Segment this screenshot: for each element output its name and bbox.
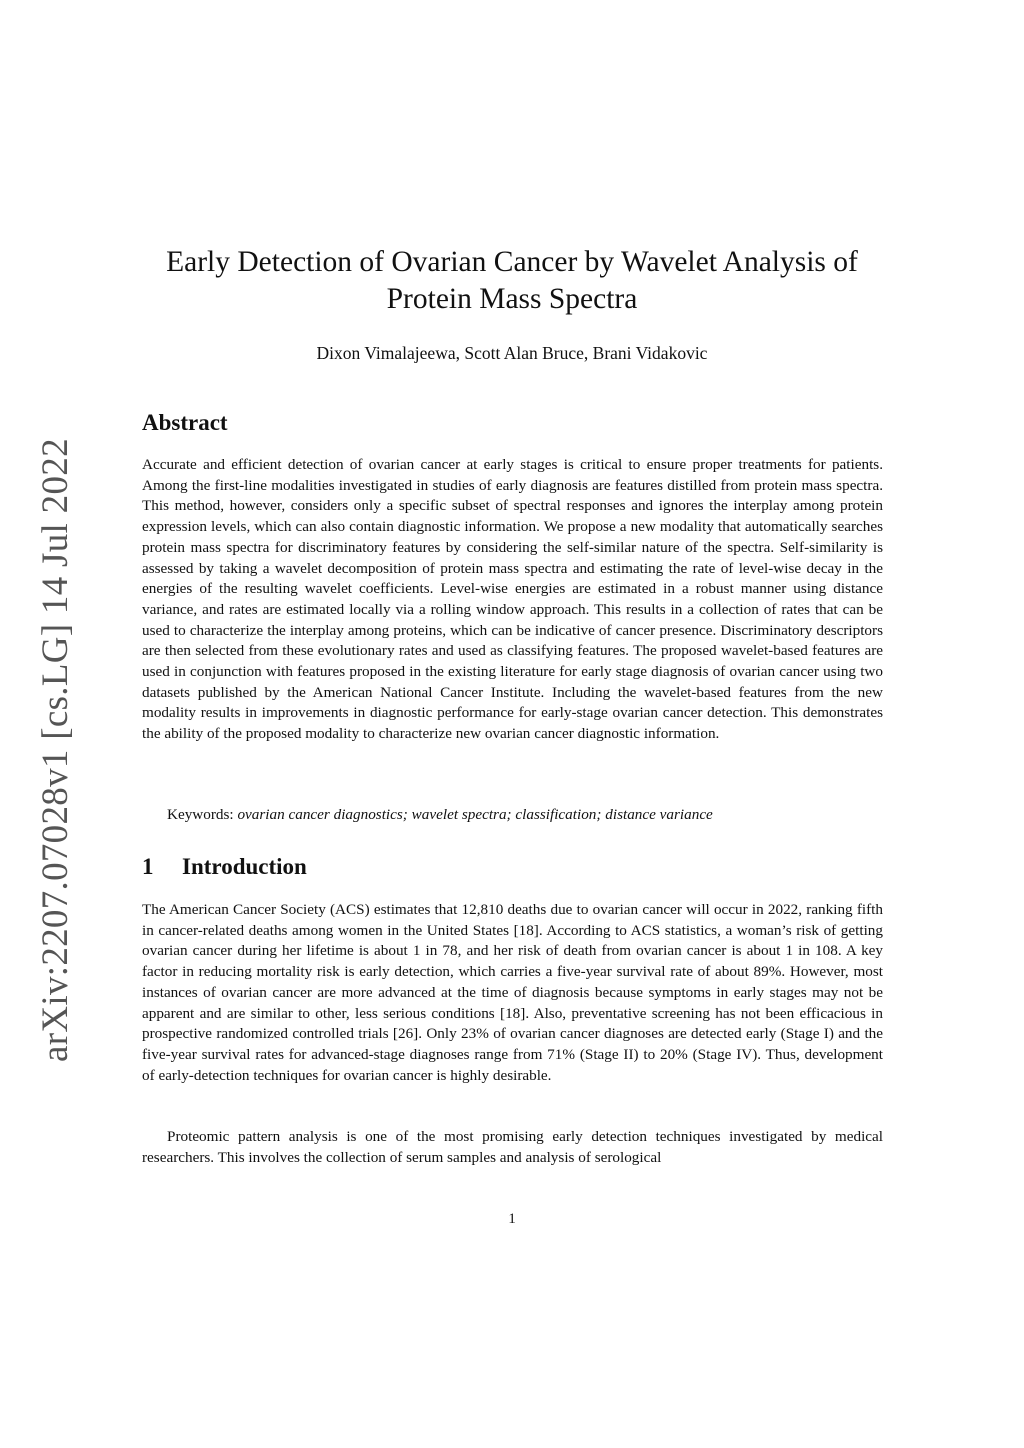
keywords-list: ovarian cancer diagnostics; wavelet spectra; classification; distance variance xyxy=(237,806,713,823)
arxiv-identifier: arXiv:2207.07028v1 [cs.LG] 14 Jul 2022 xyxy=(35,438,76,1062)
author-list: Dixon Vimalajeewa, Scott Alan Bruce, Brani Vidakovic xyxy=(316,343,708,363)
introduction-paragraph-1: The American Cancer Society (ACS) estimates that 12,810 deaths due to ovarian cancer will occur in 2022, ranking fifth in cancer-related deaths among women in the United States [18]. According to ACS statistics, a woman’s risk of getting ovarian cancer during her lifetime is about 1 in 78, and her risk of death from ovarian cancer is about 1 in 108. A key factor in reducing mortality risk is early detection, which carries a five-year survival rate of about 89%. However, most instances of ovarian cancer are more advanced at the time of diagnosis because symptoms in early stages may not be apparent and are similar to other, less serious conditions [18]. Also, preventative screening has not been efficacious in prospective randomized controlled trials [26]. Only 23% of ovarian cancer diagnoses are detected early (Stage I) and the five-year survival rates for advanced-stage diagnoses range from 71% (Stage II) to 20% (Stage IV). Thus, development of early-detection techniques for ovarian cancer is highly desirable. xyxy=(142,901,883,1084)
keywords xyxy=(142,805,883,826)
keywords-label: Keywords: xyxy=(167,806,234,823)
page-number: 1 xyxy=(508,1210,516,1227)
section-title: Introduction xyxy=(182,854,307,879)
paper-title xyxy=(142,244,882,318)
introduction-paragraph-2: Proteomic pattern analysis is one of the most promising early detection techniques investigated by medical researchers. This involves the collection of serum samples and analysis of serological xyxy=(142,1128,883,1166)
abstract-heading: Abstract xyxy=(142,410,228,435)
introduction-heading xyxy=(142,854,307,880)
title-line-1: Early Detection of Ovarian Cancer by Wavelet Analysis of xyxy=(166,246,858,278)
section-number: 1 xyxy=(142,854,154,879)
title-line-2: Protein Mass Spectra xyxy=(386,283,638,315)
abstract-text: Accurate and efficient detection of ovarian cancer at early stages is critical to ensure proper treatments for patients. Among the first-line modalities investigated in studies of early diagnosis are features distilled from protein mass spectra. This method, however, considers only a specific subset of spectral responses and ignores the interplay among protein expression levels, which can also contain diagnostic information. We propose a new modality that automatically searches protein mass spectra for discriminatory features by considering the self-similar nature of the spectra. Self-similarity is assessed by taking a wavelet decomposition of protein mass spectra and estimating the rate of level-wise decay in the energies of the resulting wavelet coefficients. Level-wise energies are estimated in a robust manner using distance variance, and rates are estimated locally via a rolling window approach. This results in a collection of rates that can be used to characterize the interplay among proteins, which can be indicative of cancer presence. Discriminatory descriptors are then selected from these evolutionary rates and used as classifying features. The proposed wavelet-based features are used in conjunction with features proposed in the existing literature for early stage diagnosis of ovarian cancer using two datasets published by the American National Cancer Institute. Including the wavelet-based features from the new modality results in improvements in diagnostic performance for early-stage ovarian cancer detection. This demonstrates the ability of the proposed modality to characterize new ovarian cancer diagnostic information. xyxy=(142,456,883,743)
